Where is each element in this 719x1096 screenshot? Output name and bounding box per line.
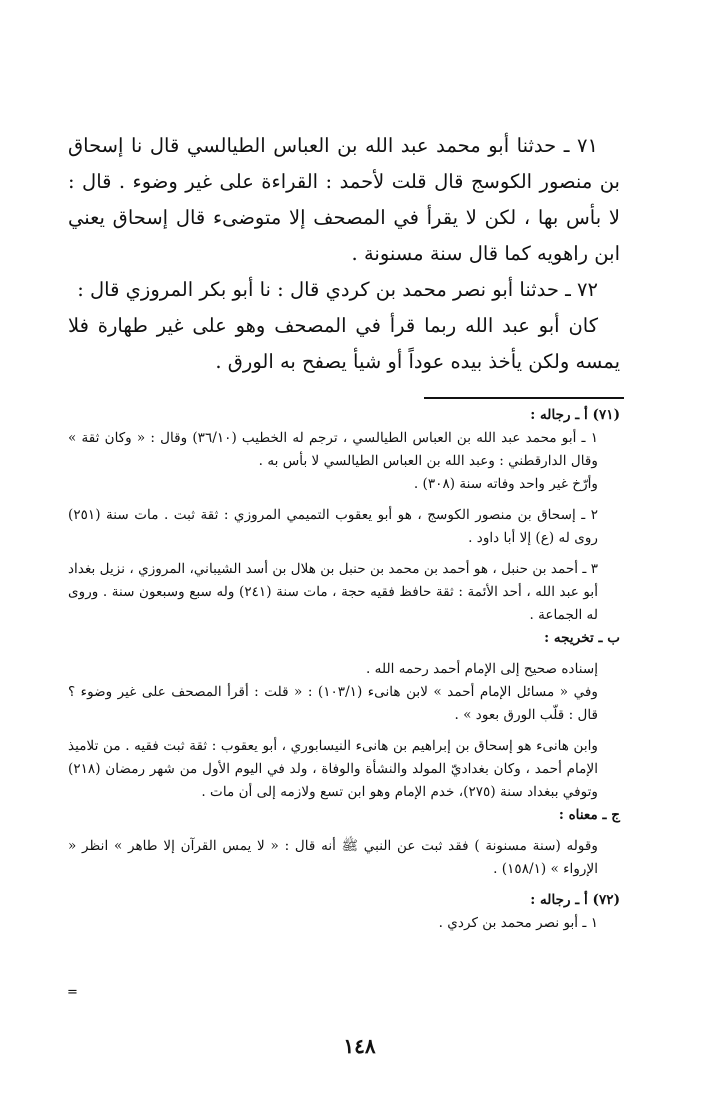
meaning-text: وقوله (سنة مسنونة ) فقد ثبت عن النبي ﷺ أنه قال : « لا يمس القرآن إلا طاهر » انظر « الإرواء » (١٥٨/١) .: [68, 838, 598, 877]
hadith-72-chain: ٧٢ ـ حدثنا أبو نصر محمد بن كردي قال : نا أبو بكر المروزي قال :: [77, 278, 598, 301]
takhrij-1: إسناده صحيح إلى الإمام أحمد رحمه الله .: [366, 661, 598, 677]
narrator-1-death: وأرّخ غير واحد وفاته سنة (٣٠٨) .: [413, 476, 598, 492]
meaning-heading: ج ـ معناه :: [558, 807, 620, 823]
main-text: [68, 128, 620, 380]
continuation-mark: =: [67, 985, 78, 1000]
section-heading-71: (٧١) أ ـ رجاله :: [530, 407, 620, 423]
narrator-1: ١ ـ أبو محمد عبد الله بن العباس الطيالسي ، ترجم له الخطيب (٣٦/١٠) وقال : « وكان ثقة » وقال الدارقطني : وعبد الله بن العباس الطيالسي لا بأس به .: [68, 430, 598, 469]
hadith-71: ٧١ ـ حدثنا أبو محمد عبد الله بن العباس الطيالسي قال نا إسحاق بن منصور الكوسج قال قلت لأحمد : القراءة على غير وضوء . قال : لا بأس بها ، لكن لا يقرأ في المصحف إلا متوضىء قال إسحاق يعني ابن راهويه كما قال سنة مسنونة .: [68, 134, 620, 265]
narrator-72-1: ١ ـ أبو نصر محمد بن كردي .: [438, 915, 598, 931]
takhrij-3: وابن هانىء هو إسحاق بن إبراهيم بن هانىء النيسابوري ، أبو يعقوب : ثقة ثبت فقيه . من تلاميذ الإمام أحمد ، وكان بغداديّ المولد والنشأة والوفاة ، ولد في اليوم الأول من شهر رمضان (٢١٨) وتوفي ببغداد سنة (٢٧٥)، خدم الإمام وهو ابن تسع ولازمه إلى أن مات .: [68, 738, 598, 800]
footnote-divider: [424, 397, 624, 399]
page-number: ١٤٨: [343, 1034, 376, 1058]
takhrij-heading: ب ـ تخريجه :: [544, 630, 620, 646]
section-heading-72: (٧٢) أ ـ رجاله :: [530, 892, 620, 908]
takhrij-2: وفي « مسائل الإمام أحمد » لابن هانىء (١٠٣/١) : « قلت : أقرأ المصحف على غير وضوء ؟ قال : قلّب الورق بعود » .: [68, 684, 598, 723]
narrator-3: ٣ ـ أحمد بن حنبل ، هو أحمد بن محمد بن حنبل بن هلال بن أسد الشيباني، المروزي ، نزيل بغداد أبو عبد الله ، أحد الأئمة : ثقة حافظ فقيه حجة ، مات سنة (٢٤١) وله سبع وسبعون سنة . وروى له الجماعة .: [68, 561, 598, 623]
footnotes: [68, 404, 620, 935]
hadith-72-text: كان أبو عبد الله ربما قرأ في المصحف وهو على غير طهارة فلا يمسه ولكن يأخذ بيده عوداً أو شيأ يصفح به الورق .: [68, 314, 620, 373]
narrator-2: ٢ ـ إسحاق بن منصور الكوسج ، هو أبو يعقوب التميمي المروزي : ثقة ثبت . مات سنة (٢٥١) روى له (ع) إلا أبا داود .: [68, 507, 598, 546]
